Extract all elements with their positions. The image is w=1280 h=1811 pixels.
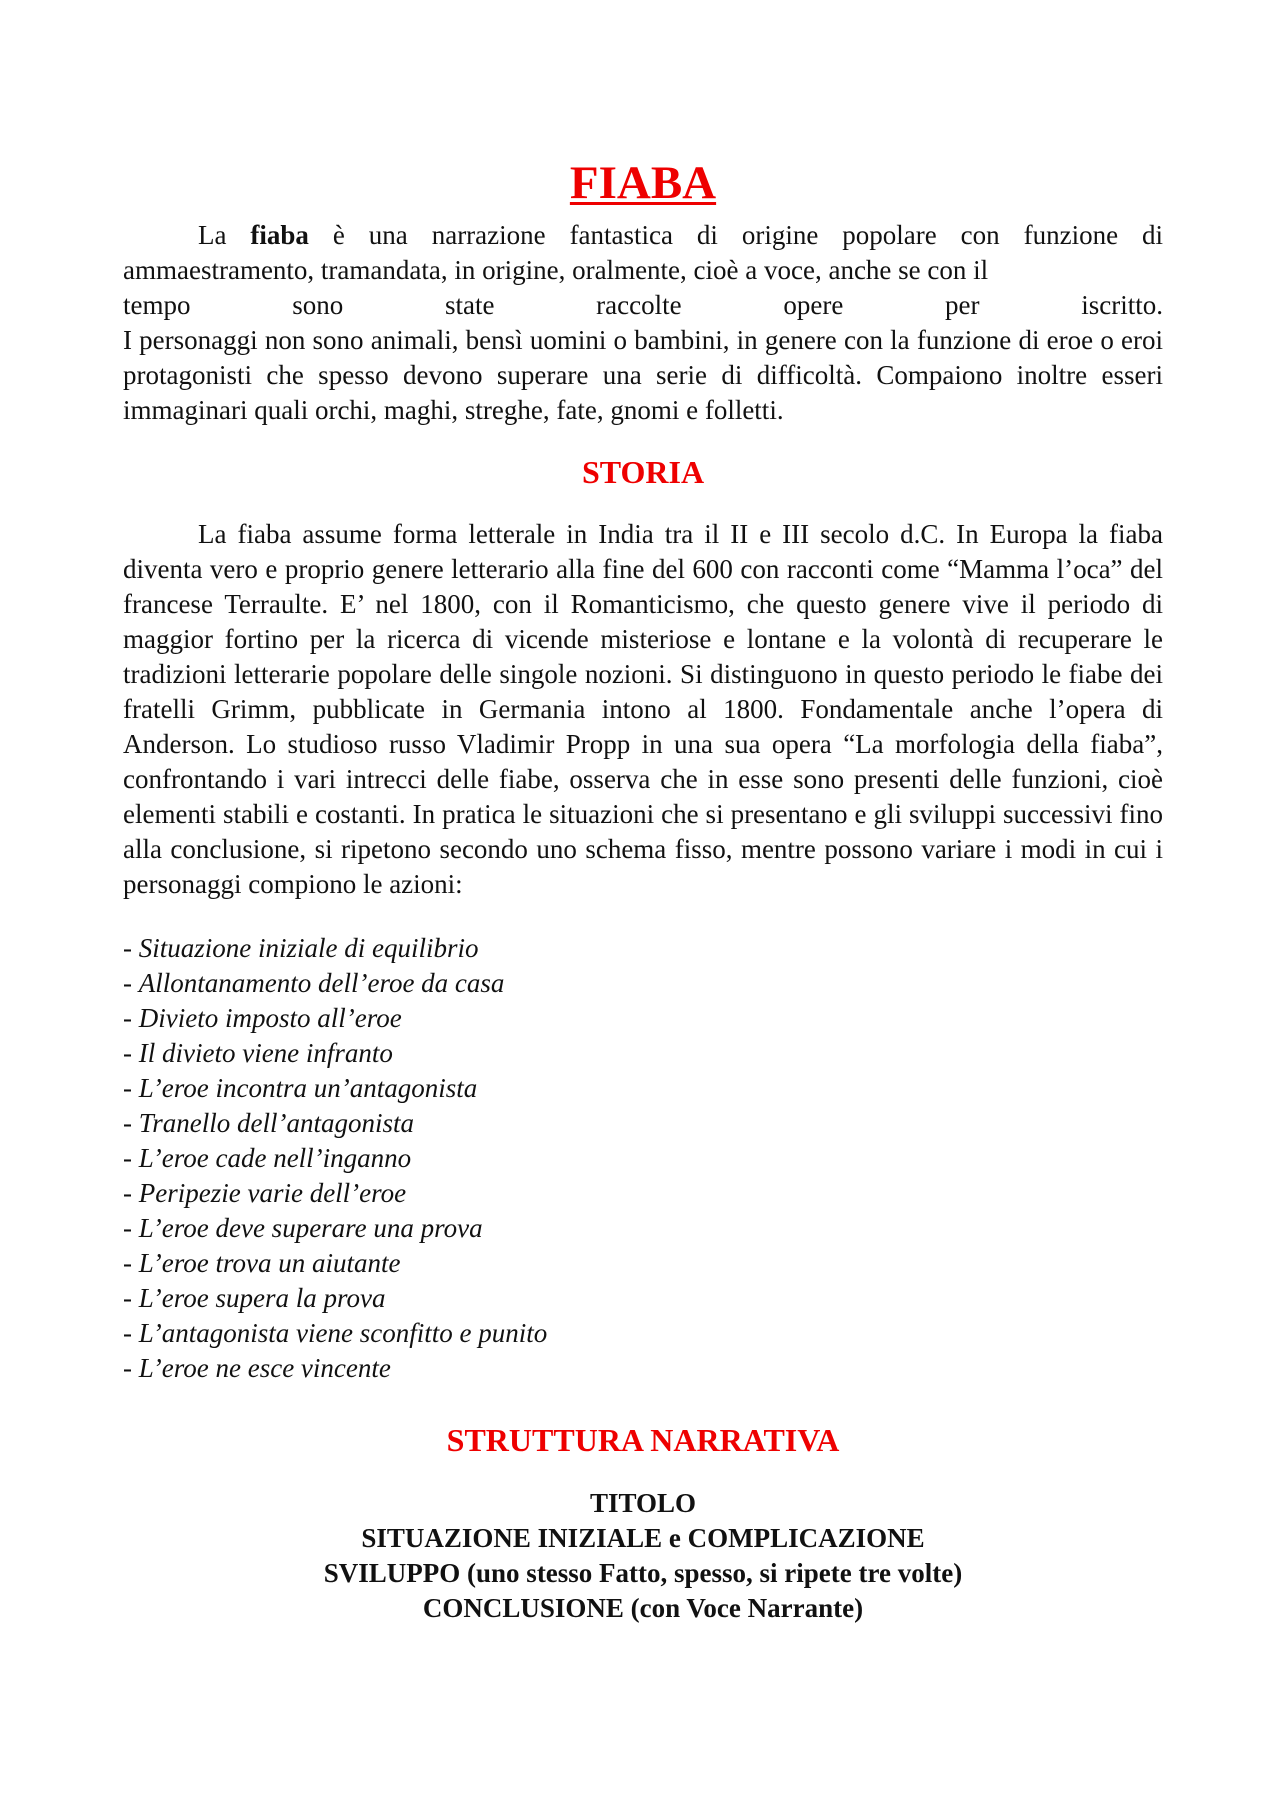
list-item: - Il divieto viene infranto [123, 1038, 393, 1068]
list-item: - Peripezie varie dell’eroe [123, 1178, 407, 1208]
list-item: - Tranello dell’antagonista [123, 1108, 415, 1138]
structure-line-situation: SITUAZIONE INIZIALE e COMPLICAZIONE [361, 1523, 925, 1553]
intro-text-start: La [198, 220, 251, 250]
storia-text: La fiaba assume forma letterale in India tra il II e III secolo d.C. In Europa la fiaba diventa vero e proprio genere letterario alla fine del 600 con racconti come “Mamma l’oca” del francese Terraulte. E’ nel 1800, con il Romanticismo, che questo genere vive il periodo di maggior fortino per la ricerca di vicende misteriose e lontane e la volontà di recuperare le tradizioni letterarie popolare delle singole nozioni. Si distinguono in questo periodo le fiabe dei fratelli Grimm, pubblicate in Germania intono al 1800. Fondamentale anche l’opera di Anderson. Lo studioso russo Vladimir Propp in una sua opera “La morfologia della fiaba”, confrontando i vari intrecci delle fiabe, osserva che in esse sono presenti delle funzioni, cioè elementi stabili e costanti. In pratica le situazioni che si presentano e gli sviluppi successivi fino alla conclusione, si ripetono secondo uno schema fisso, mentre possono variare i modi in cui i personaggi compiono le azioni: [123, 519, 1163, 899]
intro-bold-term: fiaba [250, 220, 309, 250]
propp-functions-list [123, 931, 1163, 1386]
page-title: FIABA [569, 157, 717, 209]
intro-text-rest: è una narrazione fantastica di origine popolare con funzione di ammaestramento, tramandata, in origine, oralmente, cioè a voce, anche se con il [123, 220, 1163, 285]
list-item: - Situazione iniziale di equilibrio [123, 933, 479, 963]
structure-line-development: SVILUPPO (uno stesso Fatto, spesso, si ripete tre volte) [323, 1558, 963, 1588]
list-item: - L’eroe cade nell’inganno [123, 1143, 412, 1173]
intro-paragraph [123, 218, 1163, 288]
narrative-structure [123, 1486, 1163, 1626]
intro-last-line: tempo sono state raccolte opere per iscritto. [123, 290, 1163, 320]
storia-paragraph [123, 517, 1163, 902]
list-item: - Divieto imposto all’eroe [123, 1003, 402, 1033]
structure-line-title: TITOLO [589, 1488, 697, 1518]
list-item: - L’eroe deve superare una prova [123, 1213, 483, 1243]
structure-line-conclusion: CONCLUSIONE (con Voce Narrante) [422, 1593, 864, 1623]
list-item: - L’eroe incontra un’antagonista [123, 1073, 478, 1103]
list-item: - L’eroe trova un aiutante [123, 1248, 401, 1278]
list-item: - Allontanamento dell’eroe da casa [123, 968, 505, 998]
document-page [123, 150, 1163, 1626]
list-item: - L’antagonista viene sconfitto e punito [123, 1318, 548, 1348]
list-item: - L’eroe ne esce vincente [123, 1353, 391, 1383]
struttura-heading: STRUTTURA NARRATIVA [446, 1422, 840, 1458]
list-item: - L’eroe supera la prova [123, 1283, 386, 1313]
characters-paragraph: I personaggi non sono animali, bensì uomini o bambini, in genere con la funzione di eroe o eroi protagonisti che spesso devono superare una serie di difficoltà. Compaiono inoltre esseri immaginari quali orchi, maghi, streghe, fate, gnomi e folletti. [123, 325, 1163, 425]
storia-heading: STORIA [581, 454, 705, 490]
